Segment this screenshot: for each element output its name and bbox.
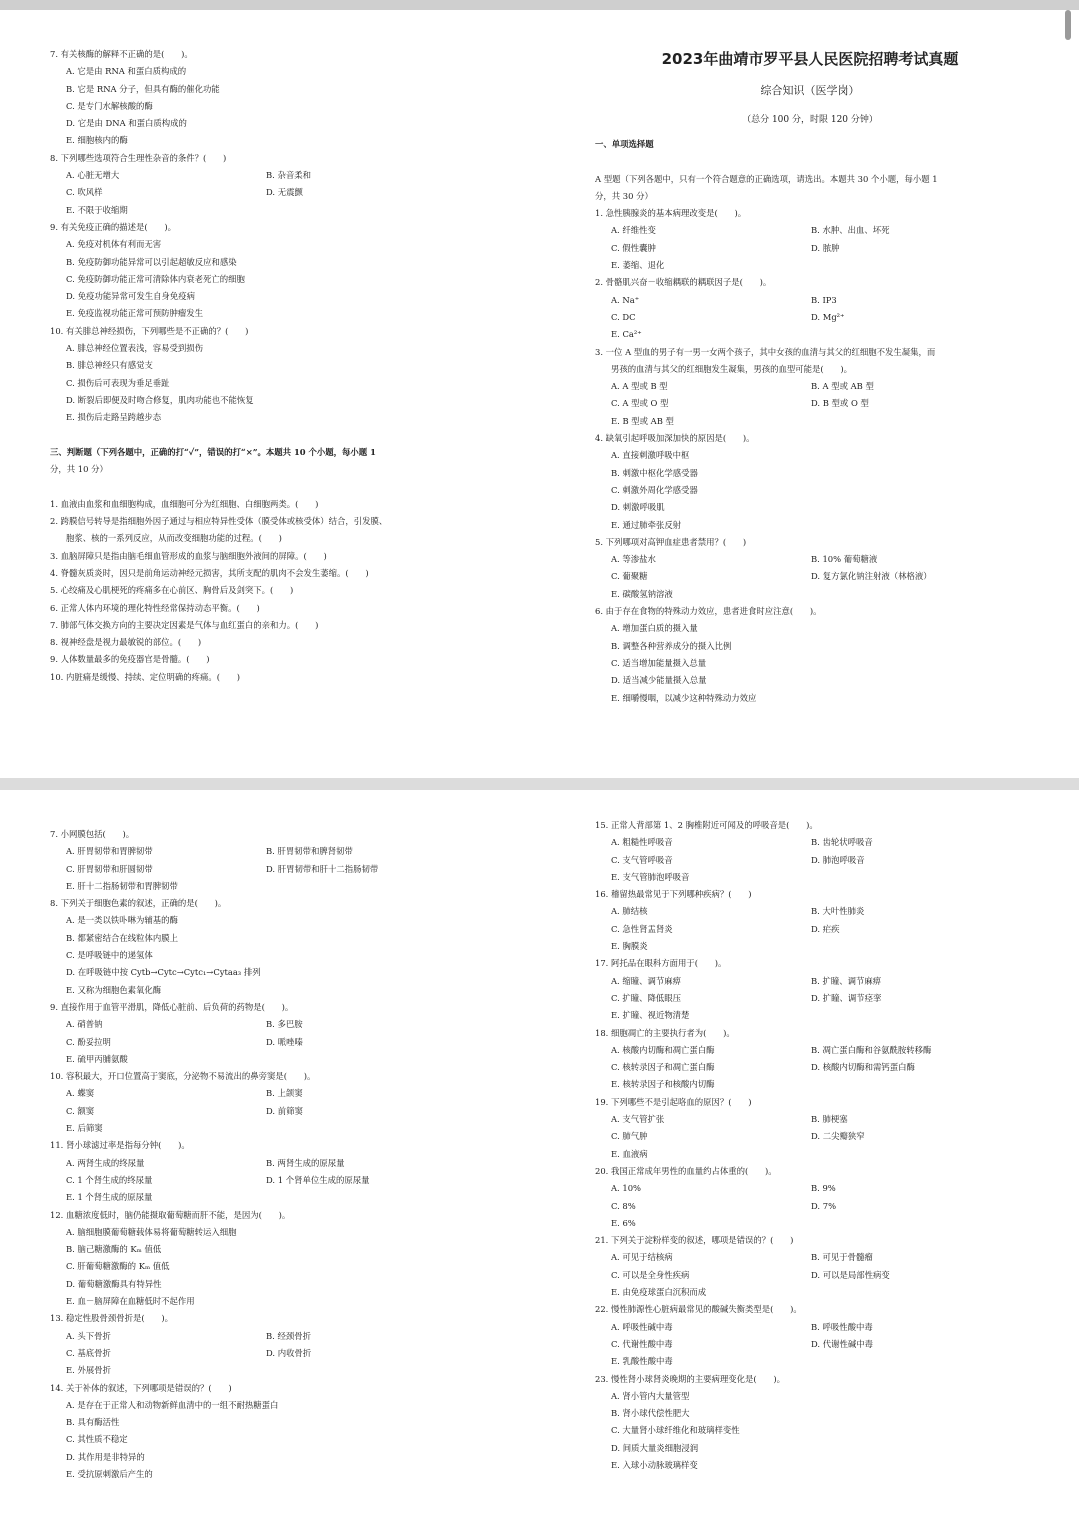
- option-pair: [595, 973, 1045, 990]
- option-text: A. 呼吸性碱中毒: [611, 1321, 673, 1332]
- option-text: B. 都紧密结合在线粒体内膜上: [66, 932, 178, 943]
- option-text: D. 断裂后即便及时吻合修复，肌肉功能也不能恢复: [66, 394, 254, 405]
- option-text: B. 肺梗塞: [811, 1114, 848, 1125]
- option-pair: [595, 1336, 1045, 1353]
- option-text: A. Na⁺: [611, 294, 640, 305]
- option-text: D. 刺激呼吸肌: [611, 502, 665, 513]
- page2-right-column: [595, 817, 1045, 1474]
- option-text: E. 萎缩、退化: [611, 260, 665, 271]
- question-text: 22. 慢性肺源性心脏病最常见的酸碱失衡类型是( )。: [595, 1304, 802, 1315]
- option-text: A. 是一类以铁卟啉为辅基的酶: [66, 915, 178, 926]
- option-text: B. 上颌窦: [266, 1088, 303, 1099]
- question-text: 2. 骨骼肌兴奋－收缩耦联的耦联因子是( )。: [595, 277, 772, 288]
- option-text: C. 损伤后可表现为垂足垂趾: [66, 377, 170, 388]
- option-text: A. 蝶窦: [66, 1088, 95, 1099]
- option-text: D. Mg²⁺: [811, 311, 845, 322]
- option-pair: [595, 1249, 1045, 1266]
- question-text: 6. 由于存在食物的特殊动力效应，患者进食时应注意( )。: [595, 606, 822, 617]
- question-text: 18. 细胞凋亡的主要执行者为( )。: [595, 1027, 735, 1038]
- option-text: C. 肺气肿: [611, 1131, 648, 1142]
- option-text: C. 葡聚糖: [611, 571, 648, 582]
- question-text: 13. 稳定性股骨颈骨折是( )。: [50, 1313, 174, 1324]
- option-text: A. 增加蛋白质的摄入量: [611, 623, 698, 634]
- question-text: 2. 跨膜信号转导是指细胞外因子通过与相应特异性受体（膜受体或核受体）结合，引发膜、: [50, 516, 388, 527]
- option-text: E. 外展骨折: [66, 1365, 111, 1376]
- option-text: A. 两肾生成的终尿量: [66, 1157, 145, 1168]
- question-text: 4. 脊髓灰质炎时，因只是前角运动神经元损害，其所支配的肌肉不会发生萎缩。( ): [50, 567, 369, 578]
- option-text: C. 假性囊肿: [611, 242, 656, 253]
- option-pair: [50, 1103, 520, 1120]
- option-text: B. A 型或 AB 型: [811, 381, 874, 392]
- option-pair: [595, 1128, 1045, 1145]
- option-text: A. 是存在于正常人和动物新鲜血清中的一组不耐热糖蛋白: [66, 1399, 279, 1410]
- option-text: B. 免疫防御功能异常可以引起超敏反应和感染: [66, 256, 237, 267]
- option-text: D. 其作用是非特异的: [66, 1451, 145, 1462]
- question-text: 16. 稽留热最常见于下列哪种疾病？( ): [595, 889, 752, 900]
- option-pair: [595, 990, 1045, 1007]
- question-text: A 型题（下列各题中，只有一个符合题意的正确选项，请选出。本题共 30 个小题，每小题 1: [595, 173, 938, 184]
- option-pair: [50, 1016, 520, 1033]
- option-text: D. 肝胃韧带和肝十二指肠韧带: [266, 863, 379, 874]
- option-text: E. 血－脑屏障在血糖低时不起作用: [66, 1296, 195, 1307]
- question-text: 9. 直接作用于血管平滑肌，降低心脏前、后负荷的药物是( )。: [50, 1001, 294, 1012]
- option-text: C. 大量肾小球纤维化和玻璃样变性: [611, 1425, 740, 1436]
- option-text: D. 复方氯化钠注射液（林格液）: [811, 571, 932, 582]
- option-text: C. 是专门水解核酸的酶: [66, 100, 153, 111]
- option-text: C. 酚妥拉明: [66, 1036, 111, 1047]
- question-text: 5. 心绞痛及心肌梗死的疼痛多在心前区、胸骨后及剑突下。( ): [50, 585, 294, 596]
- option-text: A. 等渗盐水: [611, 554, 656, 565]
- option-text: B. 扩瞳、调节麻痹: [811, 975, 882, 986]
- page2-left-column: [50, 826, 520, 1483]
- question-text: 21. 下列关于淀粉样变的叙述，哪项是错误的？( ): [595, 1235, 794, 1246]
- option-pair: [595, 921, 1045, 938]
- option-pair: [50, 861, 520, 878]
- option-text: C. 支气管呼吸音: [611, 854, 673, 865]
- option-text: B. 肝胃韧带和脾肾韧带: [266, 846, 353, 857]
- option-text: C. A 型或 O 型: [611, 398, 669, 409]
- spacer: [595, 153, 1045, 170]
- option-text: C. 其性质不稳定: [66, 1434, 128, 1445]
- option-text: A. 纤维性变: [611, 225, 656, 236]
- option-pair: [595, 1319, 1045, 1336]
- option-text: B. 脑己糖激酶的 Kₘ 值低: [66, 1244, 162, 1255]
- option-pair: [595, 309, 1045, 326]
- option-text: A. 头下骨折: [66, 1330, 111, 1341]
- option-text: D. 葡萄糖激酶具有特异性: [66, 1278, 162, 1289]
- option-text: D. 间质大量炎细胞浸润: [611, 1442, 699, 1453]
- option-pair: [595, 1042, 1045, 1059]
- option-pair: [595, 852, 1045, 869]
- option-text: E. 又称为细胞色素氧化酶: [66, 984, 162, 995]
- question-text: 15. 正常人背部第 1、2 胸椎附近可闻及的呼吸音是( )。: [595, 820, 818, 830]
- document-page-2: [0, 790, 1079, 1535]
- option-pair: [595, 240, 1045, 257]
- option-text: B. 9%: [811, 1183, 836, 1194]
- option-text: B. 10% 葡萄糖液: [811, 554, 878, 565]
- option-pair: [50, 1328, 520, 1345]
- option-text: E. 受抗原刺激后产生的: [66, 1468, 153, 1479]
- option-text: A. 心脏无增大: [66, 170, 120, 181]
- option-text: C. 核转录因子和凋亡蛋白酶: [611, 1062, 715, 1073]
- option-pair: [50, 184, 520, 201]
- option-text: E. 细胞核内的酶: [66, 135, 128, 146]
- option-text: E. 不限于收缩期: [66, 204, 128, 215]
- option-text: E. 1 个肾生成的原尿量: [66, 1192, 153, 1203]
- option-text: C. 8%: [611, 1200, 636, 1211]
- section-heading: 三、判断题（下列各题中，正确的打“✓”，错误的打“×”。本题共 10 个小题，每小题 1: [50, 446, 376, 457]
- option-text: D. 核酸内切酶和需钙蛋白酶: [811, 1062, 915, 1073]
- viewer-top-bar: [0, 0, 1079, 10]
- option-text: B. 经颈骨折: [266, 1330, 311, 1341]
- question-text: 1. 急性胰腺炎的基本病理改变是( )。: [595, 208, 747, 219]
- option-text: E. 胸膜炎: [611, 941, 648, 952]
- option-text: C. 刺激外周化学感受器: [611, 484, 698, 495]
- spacer: [50, 427, 520, 444]
- option-text: D. B 型或 O 型: [811, 398, 869, 409]
- question-text: 分，共 30 分）: [595, 190, 653, 201]
- question-text: 6. 正常人体内环境的理化特性经常保持动态平衡。( ): [50, 602, 260, 613]
- option-pair: [50, 1085, 520, 1102]
- option-text: D. 适当减少能量摄入总量: [611, 675, 707, 686]
- option-text: A. 10%: [611, 1183, 641, 1194]
- question-text: 7. 小网膜包括( )。: [50, 829, 135, 839]
- option-text: B. 多巴胺: [266, 1019, 303, 1030]
- option-text: E. 6%: [611, 1217, 636, 1228]
- option-pair: [595, 378, 1045, 395]
- option-pair: [595, 1059, 1045, 1076]
- option-text: C. 额窦: [66, 1105, 95, 1116]
- option-text: C. 1 个肾生成的终尿量: [66, 1174, 153, 1185]
- option-text: B. 凋亡蛋白酶和谷氨酰胺转移酶: [811, 1044, 932, 1055]
- option-text: A. 它是由 RNA 和蛋白质构成的: [66, 66, 187, 77]
- question-text: 4. 缺氧引起呼吸加深加快的原因是( )。: [595, 433, 755, 444]
- scrollbar[interactable]: [1065, 10, 1071, 40]
- option-text: E. B 型或 AB 型: [611, 415, 674, 426]
- option-text: E. Ca²⁺: [611, 329, 642, 340]
- option-text: B. 齿轮状呼吸音: [811, 837, 873, 848]
- question-text: 23. 慢性肾小球肾炎晚期的主要病理变化是( )。: [595, 1373, 786, 1384]
- option-text: D. 扩瞳、调节痉挛: [811, 992, 882, 1003]
- option-text: B. 可见于骨髓瘤: [811, 1252, 873, 1263]
- option-text: E. 支气管肺泡呼吸音: [611, 871, 690, 882]
- option-text: D. 1 个肾单位生成的原尿量: [266, 1174, 370, 1185]
- question-text: 8. 下列哪些选项符合生理性杂音的条件？( ): [50, 152, 227, 163]
- option-text: C. 可以是全身性疾病: [611, 1269, 690, 1280]
- option-text: B. IP3: [811, 294, 837, 305]
- option-text: B. 杂音柔和: [266, 170, 311, 181]
- exam-title: 2023年曲靖市罗平县人民医院招聘考试真题: [661, 50, 959, 68]
- option-pair: [595, 1180, 1045, 1197]
- question-text: 3. 一位 A 型血的男子有一男一女两个孩子，其中女孩的血清与其父的红细胞不发生凝集，而: [595, 346, 936, 357]
- option-pair: [50, 167, 520, 184]
- question-text: 7. 有关核酶的解释不正确的是( )。: [50, 49, 193, 59]
- option-text: B. 具有酶活性: [66, 1417, 120, 1428]
- option-pair: [595, 1198, 1045, 1215]
- option-text: B. 调整各种营养成分的摄入比例: [611, 640, 732, 651]
- option-text: E. 损伤后走路呈跨越步态: [66, 412, 162, 423]
- option-text: D. 它是由 DNA 和蛋白质构成的: [66, 118, 187, 129]
- question-text: 10. 有关腓总神经损伤，下列哪些是不正确的？( ): [50, 325, 249, 336]
- option-text: B. 腓总神经只有感觉支: [66, 360, 153, 371]
- option-text: A. 核酸内切酶和凋亡蛋白酶: [611, 1044, 715, 1055]
- option-text: A. 直接刺激呼吸中枢: [611, 450, 690, 461]
- option-text: D. 无震颤: [266, 187, 303, 198]
- option-text: B. 肾小球代偿性肥大: [611, 1408, 690, 1419]
- option-text: A. 肺结核: [611, 906, 648, 917]
- question-text: 14. 关于补体的叙述，下列哪项是错误的？( ): [50, 1382, 232, 1393]
- exam-subtitle: 综合知识（医学岗）: [760, 84, 860, 97]
- option-text: B. 刺激中枢化学感受器: [611, 467, 698, 478]
- option-text: E. 由免疫球蛋白沉积而成: [611, 1287, 707, 1298]
- option-pair: [595, 222, 1045, 239]
- question-text: 7. 肺部气体交换方向的主要决定因素是气体与血红蛋白的亲和力。( ): [50, 619, 319, 630]
- option-text: D. 前筛窦: [266, 1105, 303, 1116]
- option-text: A. 支气管扩张: [611, 1114, 665, 1125]
- option-text: C. 扩瞳、降低眼压: [611, 992, 682, 1003]
- option-text: E. 肝十二指肠韧带和胃脾韧带: [66, 880, 178, 891]
- option-text: C. 基底骨折: [66, 1347, 111, 1358]
- option-text: D. 可以是局部性病变: [811, 1269, 890, 1280]
- option-text: D. 7%: [811, 1200, 837, 1211]
- option-pair: [50, 1172, 520, 1189]
- question-text: 11. 肾小球滤过率是指每分钟( )。: [50, 1140, 190, 1151]
- option-text: C. DC: [611, 311, 636, 322]
- page1-left-column: [50, 46, 520, 686]
- option-text: E. 入球小动脉玻璃样变: [611, 1459, 698, 1470]
- option-text: B. 它是 RNA 分子，但具有酶的催化功能: [66, 83, 220, 94]
- option-text: E. 扩瞳、视近物清楚: [611, 1010, 690, 1021]
- option-text: D. 在呼吸链中按 Cytb→Cytc→Cytc₁→Cytaa₃ 排列: [66, 967, 261, 978]
- spacer: [50, 478, 520, 495]
- option-pair: [595, 1267, 1045, 1284]
- option-text: A. 缩瞳、调节麻痹: [611, 975, 681, 986]
- option-text: A. 免疫对机体有利而无害: [66, 239, 162, 250]
- option-text: B. 两肾生成的原尿量: [266, 1157, 345, 1168]
- page1-right-column: [595, 136, 1045, 707]
- question-text: 分，共 10 分）: [50, 464, 108, 475]
- option-text: B. 呼吸性酸中毒: [811, 1321, 873, 1332]
- option-text: A. 腓总神经位置表浅，容易受到损伤: [66, 343, 203, 354]
- score-info: （总分 100 分，时限 120 分钟）: [742, 115, 878, 125]
- question-text: 10. 内脏痛是缓慢、持续、定位明确的疼痛。( ): [50, 671, 241, 682]
- question-text: 1. 血液由血浆和血细胞构成，血细胞可分为红细胞、白细胞两类。( ): [50, 498, 319, 509]
- question-text: 12. 血糖浓度低时，脑仍能摄取葡萄糖而肝不能，是因为( )。: [50, 1209, 291, 1220]
- option-text: A. A 型或 B 型: [611, 381, 668, 392]
- option-text: E. 免疫监视功能正常可预防肿瘤发生: [66, 308, 204, 319]
- option-text: D. 二尖瓣狭窄: [811, 1131, 865, 1142]
- option-text: C. 肝胃韧带和肝圆韧带: [66, 863, 153, 874]
- option-text: A. 肝胃韧带和胃脾韧带: [66, 846, 153, 857]
- option-text: C. 免疫防御功能正常可清除体内衰老死亡的细胞: [66, 273, 245, 284]
- question-text: 3. 血脑屏障只是指由脑毛细血管形成的血浆与脑细胞外液间的屏障。( ): [50, 550, 327, 561]
- question-text: 17. 阿托品在眼科方面用于( )。: [595, 958, 727, 969]
- option-pair: [595, 1111, 1045, 1128]
- option-text: A. 硝普钠: [66, 1019, 103, 1030]
- option-text: A. 粗糙性呼吸音: [611, 837, 673, 848]
- question-text: 10. 容积最大，开口位置高于窦底，分泌物不易流出的鼻旁窦是( )。: [50, 1071, 316, 1082]
- option-text: D. 免疫功能异常可发生自身免疫病: [66, 291, 195, 302]
- question-text: 9. 有关免疫正确的描述是( )。: [50, 221, 177, 232]
- option-text: A. 肾小管内大量管型: [611, 1390, 690, 1401]
- option-text: D. 内收骨折: [266, 1347, 312, 1358]
- document-page-1: [0, 10, 1079, 778]
- option-text: D. 哌唑嗪: [266, 1036, 303, 1047]
- option-text: C. 吹风样: [66, 187, 103, 198]
- option-text: C. 代谢性酸中毒: [611, 1338, 673, 1349]
- question-text: 8. 视神经盘是视力最敏锐的部位。( ): [50, 637, 202, 648]
- option-text: E. 通过肺牵张反射: [611, 519, 682, 530]
- option-text: E. 乳酸性酸中毒: [611, 1356, 673, 1367]
- option-pair: [595, 551, 1045, 568]
- option-text: D. 肺泡呼吸音: [811, 854, 865, 865]
- option-text: C. 急性肾盂肾炎: [611, 923, 673, 934]
- option-pair: [595, 834, 1045, 851]
- option-text: A. 脑细胞膜葡萄糖载体易将葡萄糖转运入细胞: [66, 1226, 237, 1237]
- option-text: D. 代谢性碱中毒: [811, 1338, 873, 1349]
- option-text: 胞浆、核的一系列反应，从而改变细胞功能的过程。( ): [66, 533, 282, 544]
- option-text: D. 疟疾: [811, 923, 840, 934]
- option-text: A. 可见于结核病: [611, 1252, 673, 1263]
- option-pair: [595, 395, 1045, 412]
- option-text: E. 硫甲丙脯氨酸: [66, 1053, 128, 1064]
- option-text: E. 核转录因子和核酸内切酶: [611, 1079, 715, 1090]
- question-text: 20. 我国正常成年男性的血量约占体重的( )。: [595, 1165, 777, 1176]
- option-pair: [595, 292, 1045, 309]
- option-pair: [50, 1034, 520, 1051]
- section-heading: 一、单项选择题: [595, 139, 654, 149]
- option-text: C. 肝葡萄糖激酶的 Kₘ 值低: [66, 1261, 170, 1272]
- option-pair: [595, 568, 1045, 585]
- option-text: E. 细嚼慢咽，以减少这种特殊动力效应: [611, 692, 757, 703]
- question-text: 5. 下列哪项对高钾血症患者禁用？( ): [595, 536, 747, 547]
- option-text: C. 适当增加能量摄入总量: [611, 657, 707, 668]
- option-text: E. 后筛窦: [66, 1123, 103, 1134]
- question-text: 8. 下列关于细胞色素的叙述，正确的是( )。: [50, 898, 227, 909]
- option-text: C. 是呼吸链中的递氢体: [66, 950, 153, 961]
- option-text: B. 大叶性肺炎: [811, 906, 865, 917]
- option-text: B. 水肿、出血、坏死: [811, 225, 890, 236]
- option-text: E. 血液病: [611, 1148, 648, 1159]
- option-pair: [595, 903, 1045, 920]
- option-text: E. 碳酸氢钠溶液: [611, 588, 673, 599]
- question-text: 9. 人体数量最多的免疫器官是骨髓。( ): [50, 654, 210, 665]
- option-pair: [50, 1155, 520, 1172]
- option-pair: [50, 843, 520, 860]
- option-pair: [50, 1345, 520, 1362]
- question-text: 19. 下列哪些不是引起咯血的原因？( ): [595, 1096, 752, 1107]
- option-text: 男孩的血清与其父的红细胞发生凝集，男孩的血型可能是( )。: [611, 363, 853, 374]
- option-text: D. 脓肿: [811, 242, 840, 253]
